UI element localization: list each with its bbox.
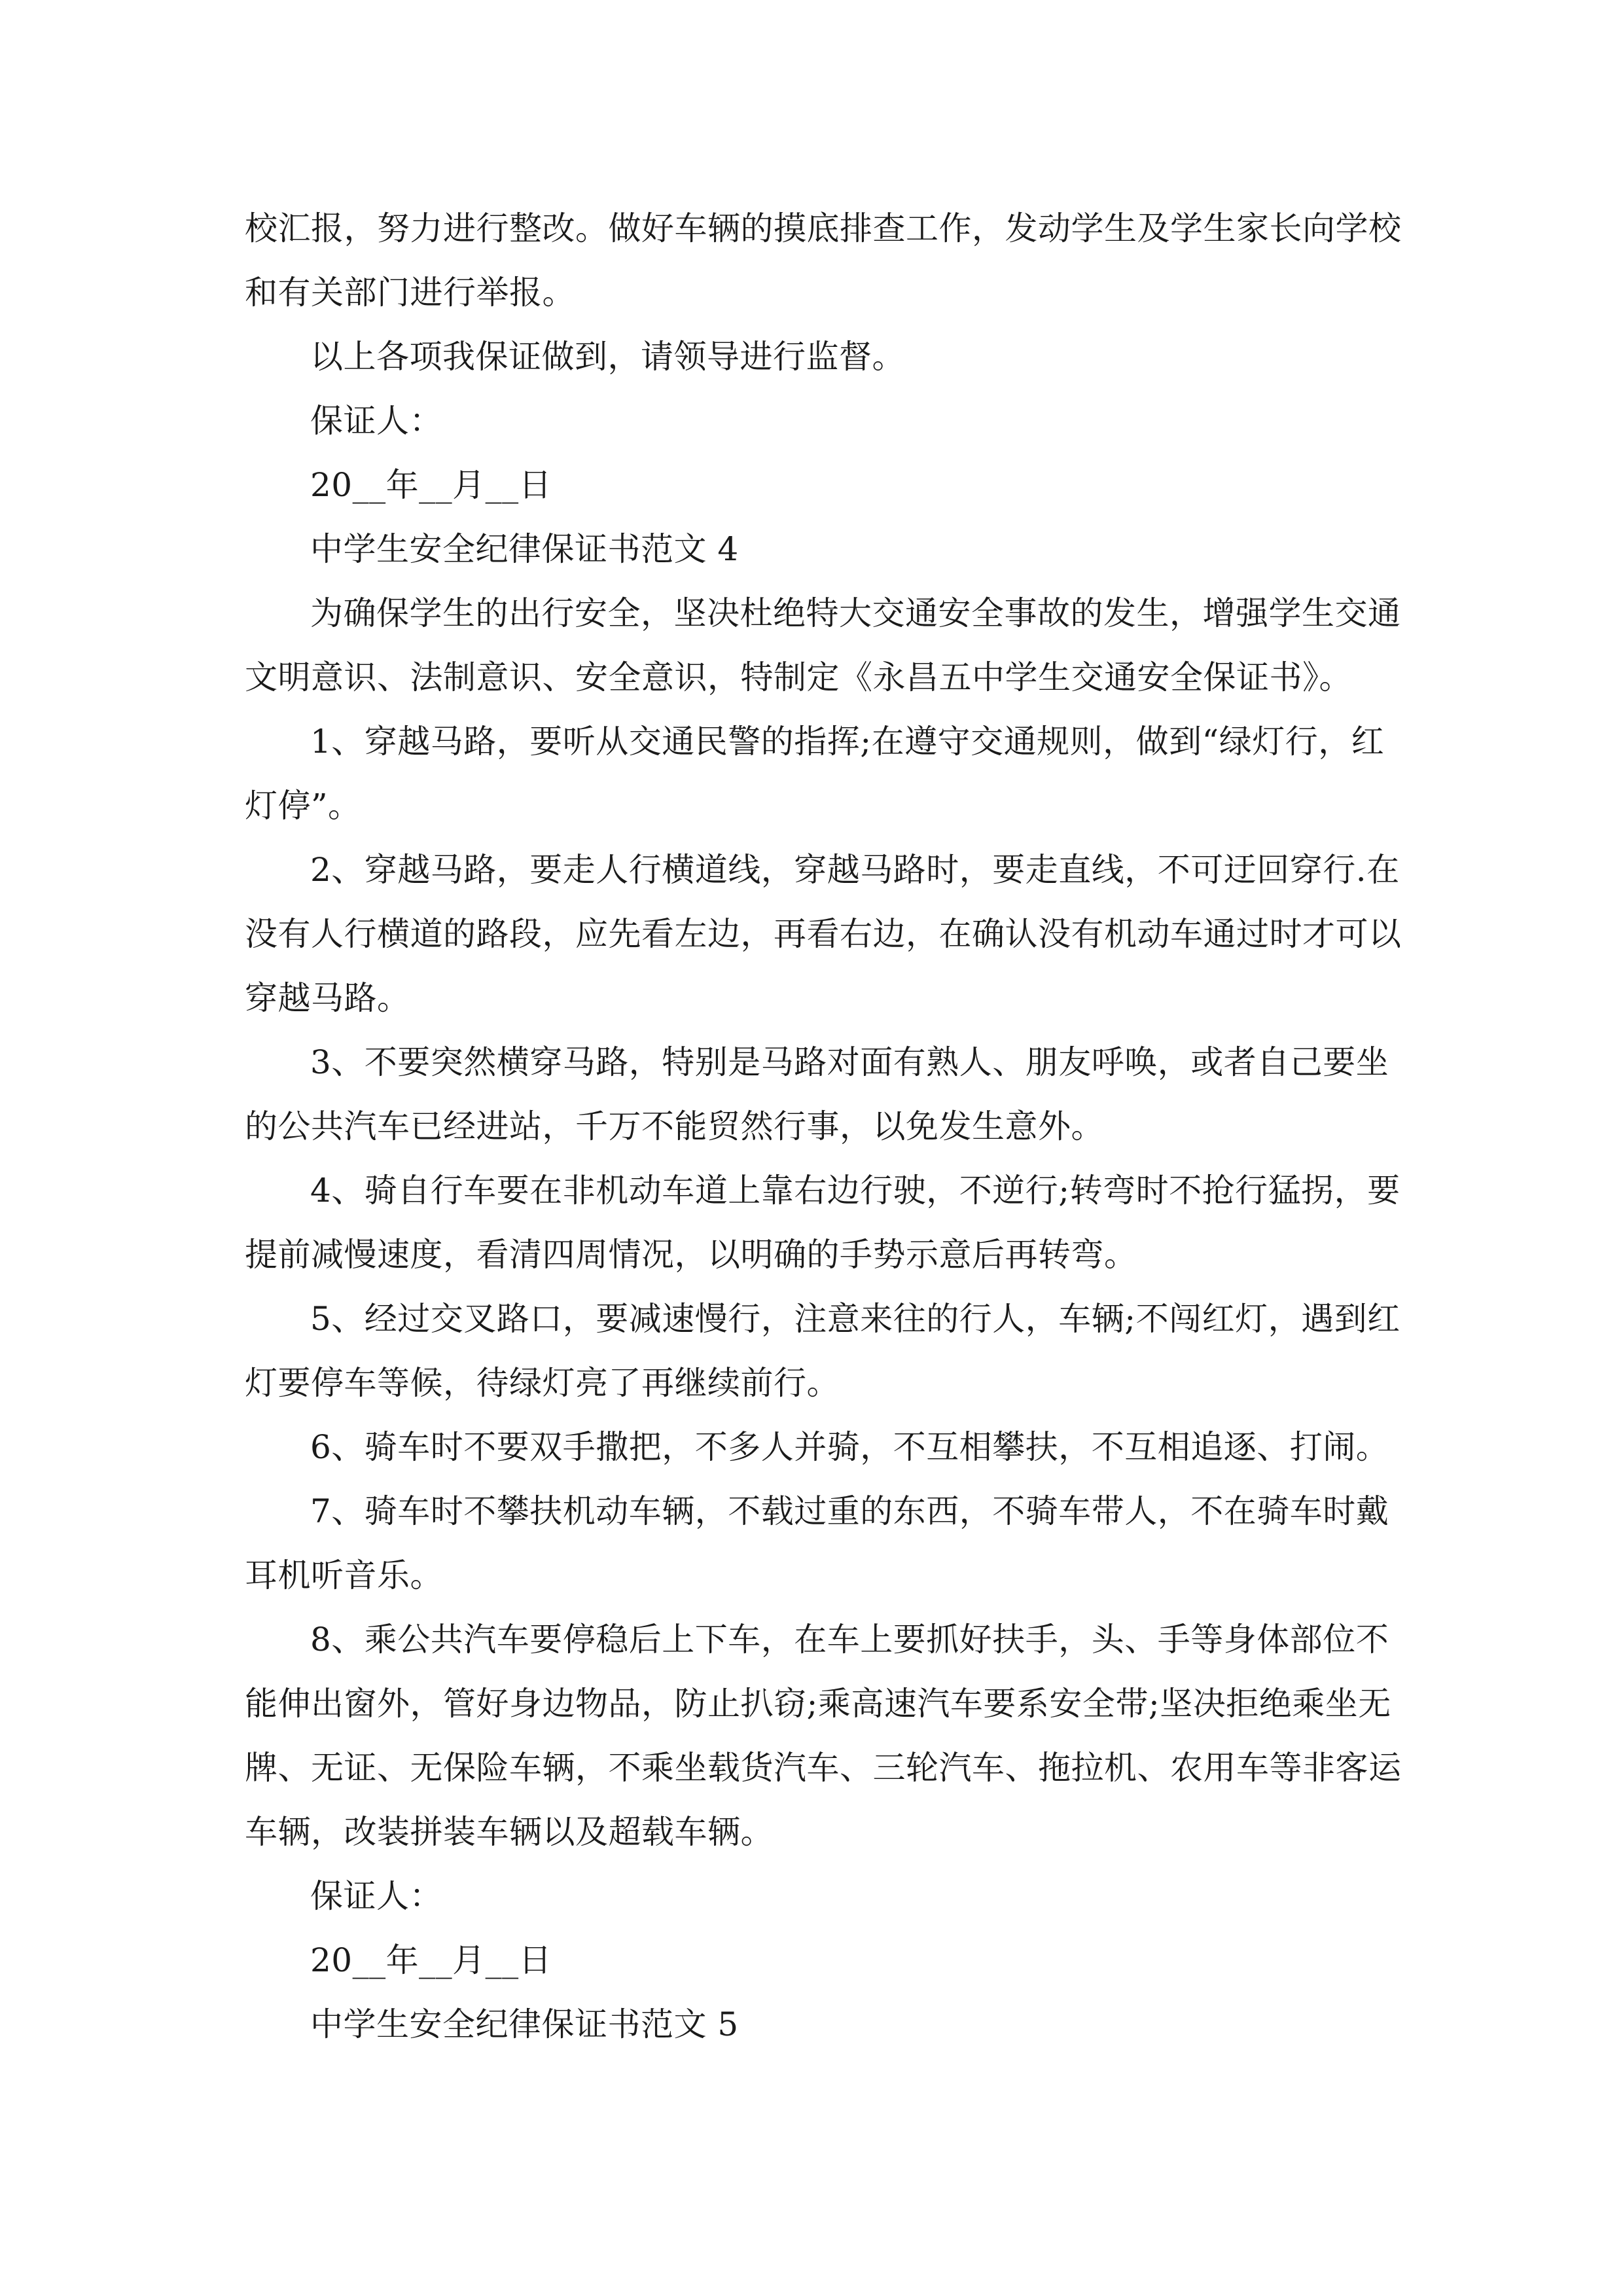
list-item-line: 5、经过交叉路口，要减速慢行，注意来往的行人，车辆;不闯红灯，遇到红	[310, 1300, 1400, 1338]
text-line: 以上各项我保证做到，请领导进行监督。	[310, 338, 905, 376]
list-item-line: 6、骑车时不要双手撒把，不多人并骑，不互相攀扶，不互相追逐、打闹。	[310, 1428, 1389, 1466]
list-item-line: 8、乘公共汽车要停稳后上下车，在车上要抓好扶手，头、手等身体部位不	[310, 1621, 1389, 1659]
list-item-line: 牌、无证、无保险车辆，不乘坐载货汽车、三轮汽车、拖拉机、农用车等非客运	[245, 1749, 1402, 1787]
text-line: 为确保学生的出行安全，坚决杜绝特大交通安全事故的发生，增强学生交通	[310, 594, 1401, 632]
signature-label: 保证人：	[310, 1877, 442, 1915]
list-item-line: 3、不要突然横穿马路，特别是马路对面有熟人、朋友呼唤，或者自己要坐	[310, 1043, 1389, 1081]
list-item-line: 7、骑车时不攀扶机动车辆，不载过重的东西，不骑车带人，不在骑车时戴	[310, 1492, 1389, 1530]
list-item-line: 灯要停车等候，待绿灯亮了再继续前行。	[245, 1364, 840, 1402]
list-item-line: 的公共汽车已经进站，千万不能贸然行事，以免发生意外。	[245, 1107, 1104, 1145]
section-heading: 中学生安全纪律保证书范文 5	[310, 2005, 739, 2043]
text-line: 校汇报，努力进行整改。做好车辆的摸底排查工作，发动学生及学生家长向学校	[245, 209, 1402, 247]
list-item-line: 车辆，改装拼装车辆以及超载车辆。	[245, 1813, 774, 1851]
text-line: 和有关部门进行举报。	[245, 274, 575, 312]
section-heading: 中学生安全纪律保证书范文 4	[310, 530, 739, 568]
list-item-line: 4、骑自行车要在非机动车道上靠右边行驶，不逆行;转弯时不抢行猛拐，要	[310, 1172, 1400, 1210]
document-body	[245, 196, 1402, 2056]
list-item-line: 灯停”。	[245, 787, 361, 825]
list-item-line: 没有人行横道的路段，应先看左边，再看右边，在确认没有机动车通过时才可以	[245, 915, 1402, 953]
date-line: 20__年__月__日	[310, 466, 552, 504]
list-item-line: 能伸出窗外，管好身边物品，防止扒窃;乘高速汽车要系安全带;坚决拒绝乘坐无	[245, 1685, 1391, 1723]
date-line: 20__年__月__日	[310, 1941, 552, 1979]
list-item-line: 耳机听音乐。	[245, 1556, 443, 1594]
signature-label: 保证人：	[310, 402, 442, 440]
list-item-line: 提前减慢速度，看清四周情况，以明确的手势示意后再转弯。	[245, 1236, 1137, 1274]
list-item-line: 穿越马路。	[245, 979, 410, 1017]
list-item-line: 1、穿越马路，要听从交通民警的指挥;在遵守交通规则，做到“绿灯行，红	[310, 723, 1385, 761]
list-item-line: 2、穿越马路，要走人行横道线，穿越马路时，要走直线，不可迂回穿行.在	[310, 851, 1400, 889]
text-line: 文明意识、法制意识、安全意识，特制定《永昌五中学生交通安全保证书》。	[245, 658, 1352, 696]
